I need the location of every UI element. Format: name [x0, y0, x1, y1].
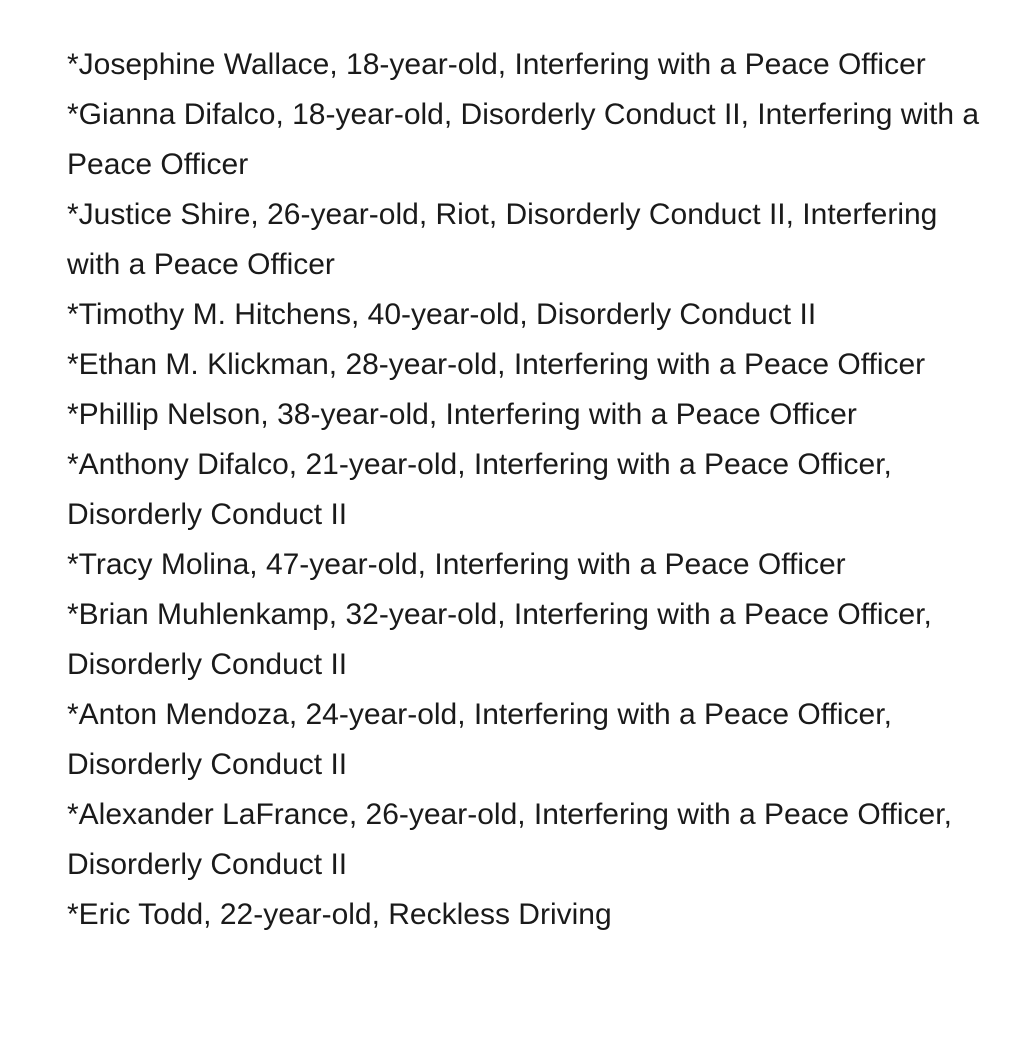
- list-item: *Tracy Molina, 47-year-old, Interfering with a Peace Officer: [67, 548, 846, 581]
- list-item: *Anton Mendoza, 24-year-old, Interfering with a Peace Officer, Disorderly Conduct II: [67, 698, 892, 781]
- list-item: *Justice Shire, 26-year-old, Riot, Disorderly Conduct II, Interfering with a Peace Officer: [67, 198, 938, 281]
- list-item: *Gianna Difalco, 18-year-old, Disorderly Conduct II, Interfering with a Peace Officer: [67, 98, 980, 181]
- list-item: *Phillip Nelson, 38-year-old, Interfering with a Peace Officer: [67, 398, 857, 431]
- list-item: *Alexander LaFrance, 26-year-old, Interfering with a Peace Officer, Disorderly Conduct II: [67, 798, 952, 881]
- list-item: *Ethan M. Klickman, 28-year-old, Interfering with a Peace Officer: [67, 348, 926, 381]
- arrest-list: [67, 40, 997, 940]
- list-item: *Eric Todd, 22-year-old, Reckless Driving: [67, 898, 612, 931]
- list-item: *Anthony Difalco, 21-year-old, Interfering with a Peace Officer, Disorderly Conduct II: [67, 448, 892, 531]
- list-item: *Josephine Wallace, 18-year-old, Interfering with a Peace Officer: [67, 48, 926, 81]
- list-item: *Brian Muhlenkamp, 32-year-old, Interfering with a Peace Officer, Disorderly Conduct II: [67, 598, 932, 681]
- list-item: *Timothy M. Hitchens, 40-year-old, Disorderly Conduct II: [67, 298, 817, 331]
